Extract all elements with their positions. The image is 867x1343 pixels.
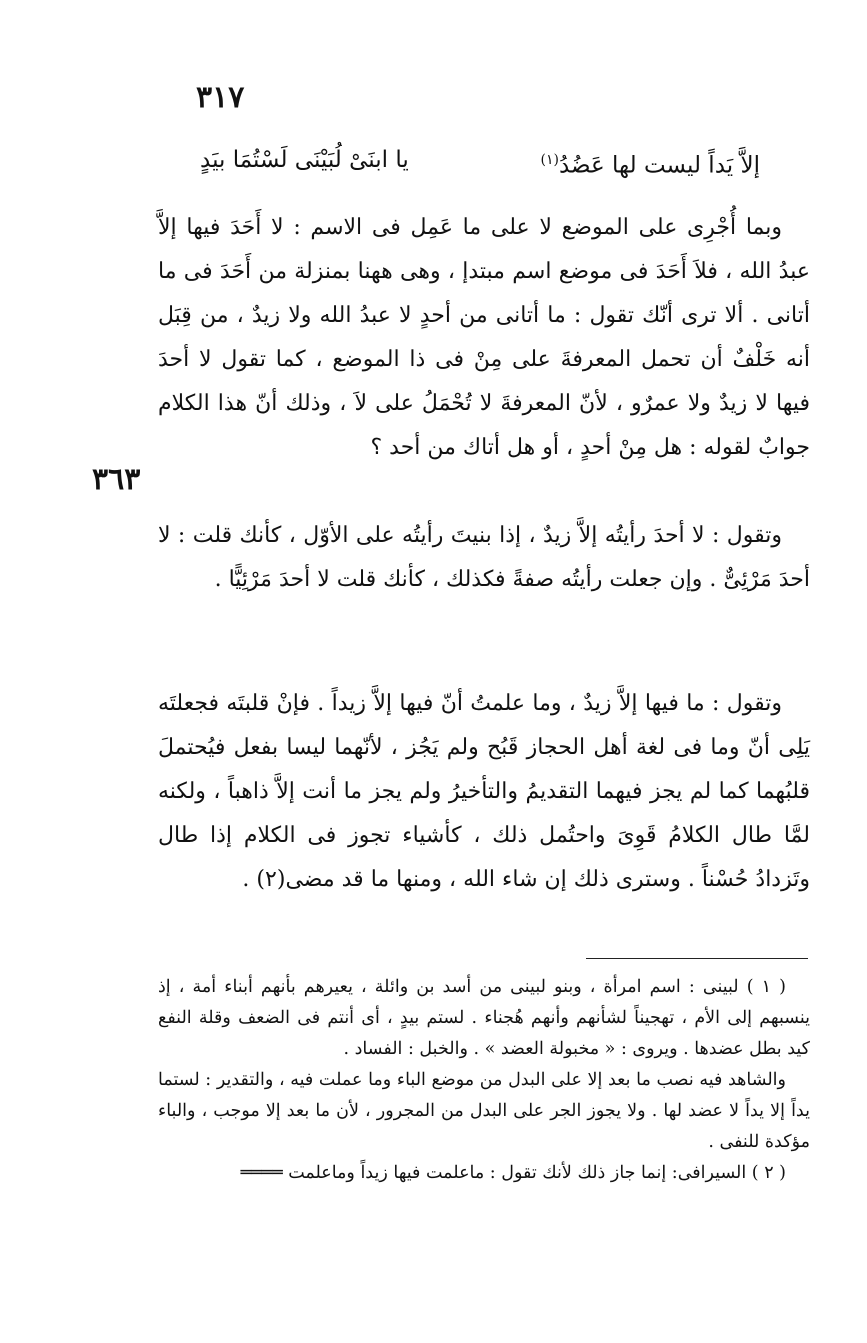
footnote-divider [586,958,808,959]
verse-first-hemistich: يا ابنَىْ لُبَيْنَى لَسْتُمَا بيَدٍ [200,147,409,173]
footnote-1-continuation: والشاهد فيه نصب ما بعد إلا على البدل من موضع الباء وما عملت فيه ، والتقدير : لستما يداً إلا يداً لا عضد لها . ولا يجوز الجر على البدل من المجرور ، لأن ما بعد إلا موجب ، والباء مؤكدة للنفى . [158,1070,810,1152]
footnote-2: ( ٢ ) السيرافى: إنما جاز ذلك لأنك تقول : ماعلمت فيها زيداً وماعلمت ════ [158,1158,810,1189]
verse-second-hemistich: إلاَّ يَداً ليست لها عَضُدُ$^{(١)}$ [540,152,760,179]
footnotes [158,972,810,1189]
footnote-1: ( ١ ) لبينى : اسم امرأة ، وبنو لبينى من أسد بن وائلة ، يعيرهم بأنهم أبناء أمة ، إذ ينسبهم إلى الأم ، تهجيناً لشأنهم وأنهم هُجناء . لستم بيدٍ ، أى أنتم فى الضعف وقلة النفع كيد بطل عضدها . ويروى : « مخبولة العضد » . والخبل : الفساد . [158,977,810,1059]
body-paragraph-2: وتقول : لا أحدَ رأيتُه إلاَّ زيدٌ ، إذا بنيتَ رأيتُه على الأوّل ، كأنك قلت : لا أحدَ مَرْئِىٌّ . وإن جعلت رأيتُه صفةً فكذلك ، كأنك قلت لا أحدَ مَرْئِيًّا . [158,523,810,592]
body-paragraph-3 [158,682,810,902]
poetry-verse [200,140,760,186]
verse-footnote-ref: (١) [540,152,559,168]
page-number: ٣١٧ [196,80,245,115]
paragraph-3-text: وتقول : ما فيها إلاَّ زيدٌ ، وما علمتُ أنّ فيها إلاَّ زيداً . فإنْ قلبتَه فجعلتَه يَلِى أنّ وما فى لغة أهل الحجاز قَبُح ولم يَجُز ، لأنّهما ليسا بفعل فيُحتملَ قلبُهما كما لم يجز فيهما التقديمُ والتأخيرُ ولم يجز ما أنت إلاَّ ذاهباً ، ولكنه لمَّا طال الكلامُ قَوِىَ واحتُمل ذلك ، كأشياء تجوز فى الكلام إذا طال وتَزدادُ حُسْناً . وسترى ذلك إن شاء الله ، ومنها ما قد مضى(٢) . [158,691,810,892]
margin-page-number: ٣٦٣ [92,462,141,497]
body-paragraph-1: وبما أُجْرِى على الموضع لا على ما عَمِل فى الاسم : لا أَحَدَ فيها إلاَّ عبدُ الله ، فلاَ أَحَدَ فى موضع اسم مبتدإ ، وهى ههنا بمنزلة من أَحَدَ فى ما أتانى . ألا ترى أنّك تقول : ما أتانى من أحدٍ لا عبدُ الله ولا زيدٌ ، من قِبَل أنه خَلْفٌ أن تحمل المعرفةَ على مِنْ فى ذا الموضع ، كما تقول لا أحدَ فيها لا زيدٌ ولا عمرٌو ، لأنّ المعرفةَ لا تُحْمَلُ على لاَ ، وذلك أنّ هذا الكلام جوابٌ لقوله : هل مِنْ أحدٍ ، أو هل أتاك من أحد ؟ [158,215,810,460]
paragraph-footnote-ref: (٢) [256,867,286,892]
